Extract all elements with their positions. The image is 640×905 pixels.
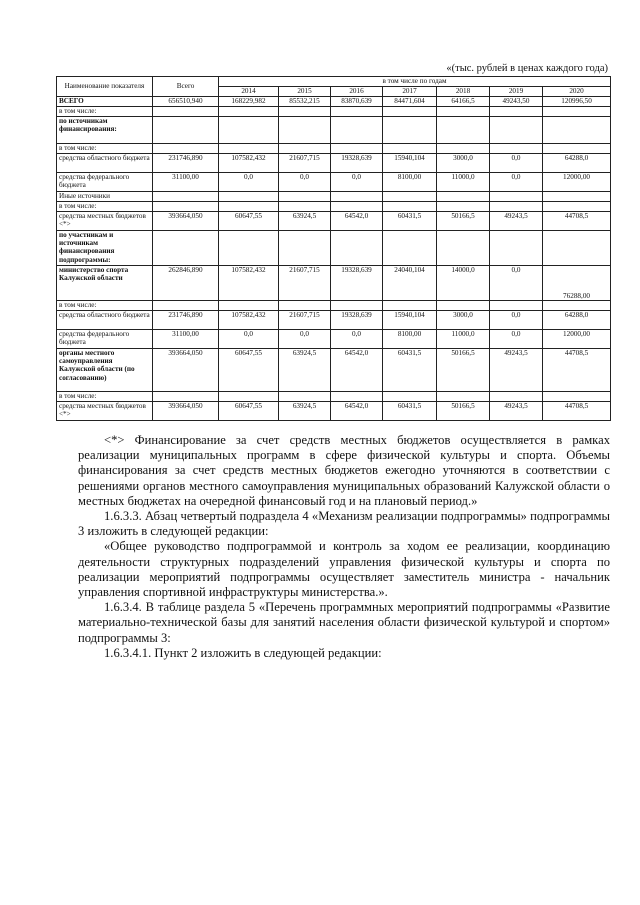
table-row (57, 173, 611, 192)
cell-year-value (331, 392, 383, 402)
cell-year-value (219, 117, 279, 144)
cell-year-value (490, 117, 543, 144)
table-row (57, 107, 611, 117)
row-label: средства федерального бюджета (57, 173, 153, 192)
cell-year-value: 120996,50 (543, 97, 611, 107)
cell-year-value: 85532,215 (279, 97, 331, 107)
cell-year-value (219, 192, 279, 202)
cell-year-value: 49243,50 (490, 97, 543, 107)
row-label: средства областного бюджета (57, 154, 153, 173)
cell-year-value (383, 392, 437, 402)
cell-year-value: 50166,5 (437, 212, 490, 231)
cell-year-value: 60431,5 (383, 402, 437, 421)
row-label: в том числе: (57, 301, 153, 311)
cell-year-value: 0,0 (490, 266, 543, 301)
cell-year-value: 11000,0 (437, 173, 490, 192)
cell-year-value: 64542,0 (331, 402, 383, 421)
table-row (57, 392, 611, 402)
cell-year-value (219, 202, 279, 212)
cell-year-value: 21607,715 (279, 266, 331, 301)
cell-year-value: 0,0 (490, 330, 543, 349)
row-label: по источникам финансирования: (57, 117, 153, 144)
cell-year-value: 60431,5 (383, 349, 437, 392)
cell-year-value: 21607,715 (279, 154, 331, 173)
cell-year-value: 12000,00 (543, 173, 611, 192)
table-row (57, 311, 611, 330)
cell-year-value: 0,0 (331, 330, 383, 349)
cell-year-value: 50166,5 (437, 349, 490, 392)
cell-year-value: 64288,0 (543, 154, 611, 173)
cell-year-value (279, 192, 331, 202)
cell-year-value (437, 392, 490, 402)
cell-year-value (543, 392, 611, 402)
cell-year-value: 60647,55 (219, 212, 279, 231)
cell-year-value (383, 231, 437, 266)
cell-year-value (279, 107, 331, 117)
quoted-paragraph: «Общее руководство подпрограммой и контроль за ходом ее реализации, координацию деятельности структурных подразделений управления физической культуры и спорта по реализации мероприятий подпрограммы осуществляет заместитель министра - начальник управления спортивной инфраструктуры министерства.». (78, 539, 610, 600)
cell-year-value: 0,0 (490, 311, 543, 330)
cell-year-value: 11000,0 (437, 330, 490, 349)
cell-year-value: 14000,0 (437, 266, 490, 301)
footnote-paragraph: <*> Финансирование за счет средств местных бюджетов осуществляется в рамках реализации муниципальных программ в сфере физической культуры и спорта. Объемы финансирования за счет средств местных бюджетов ежегодно уточняются в соответствии с решениями органов местного самоуправления муниципальных образований Калужской области о местных бюджетах на очередной финансовый год и на плановый период.» (78, 433, 610, 508)
cell-total: 31100,00 (153, 330, 219, 349)
cell-year-value: 0,0 (490, 154, 543, 173)
table-row (57, 231, 611, 266)
cell-year-value: 0,0 (331, 173, 383, 192)
cell-year-value (490, 192, 543, 202)
cell-year-value: 49243,5 (490, 212, 543, 231)
table-row (57, 212, 611, 231)
cell-year-value (383, 107, 437, 117)
header-year: 2016 (331, 87, 383, 97)
cell-year-value: 21607,715 (279, 311, 331, 330)
cell-total (153, 117, 219, 144)
cell-year-value (543, 192, 611, 202)
body-text (78, 433, 610, 661)
cell-year-value: 84471,604 (383, 97, 437, 107)
cell-total (153, 202, 219, 212)
cell-year-value: 3000,0 (437, 311, 490, 330)
cell-year-value (437, 117, 490, 144)
header-year: 2014 (219, 87, 279, 97)
cell-year-value: 0,0 (219, 330, 279, 349)
table-row (57, 154, 611, 173)
cell-year-value: 107582,432 (219, 266, 279, 301)
header-year: 2020 (543, 87, 611, 97)
cell-year-value: 64288,0 (543, 311, 611, 330)
cell-year-value (490, 231, 543, 266)
row-label: Иные источники (57, 192, 153, 202)
paragraph-1-6-3-3: 1.6.3.3. Абзац четвертый подраздела 4 «Механизм реализации подпрограммы» подпрограммы 3 изложить в следующей редакции: (78, 509, 610, 539)
cell-total: 393664,050 (153, 402, 219, 421)
header-name: Наименование показателя (57, 77, 153, 97)
cell-total: 231746,890 (153, 311, 219, 330)
row-label: министерство спорта Калужской области (57, 266, 153, 301)
cell-year-value (383, 144, 437, 154)
row-label: средства местных бюджетов <*> (57, 212, 153, 231)
row-label: средства местных бюджетов <*> (57, 402, 153, 421)
cell-year-value (219, 107, 279, 117)
cell-year-value: 49243,5 (490, 402, 543, 421)
cell-year-value (331, 202, 383, 212)
cell-year-value (279, 144, 331, 154)
row-label: органы местного самоуправления Калужской области (по согласованию) (57, 349, 153, 392)
cell-year-value: 19328,639 (331, 311, 383, 330)
cell-year-value (490, 392, 543, 402)
cell-year-value: 19328,639 (331, 266, 383, 301)
cell-total: 393664,050 (153, 212, 219, 231)
cell-year-value (383, 192, 437, 202)
cell-year-value: 12000,00 (543, 330, 611, 349)
cell-year-value: 64542,0 (331, 349, 383, 392)
cell-year-value: 107582,432 (219, 311, 279, 330)
cell-year-value (437, 107, 490, 117)
cell-year-value: 8100,00 (383, 173, 437, 192)
cell-year-value: 60431,5 (383, 212, 437, 231)
cell-total (153, 192, 219, 202)
cell-year-value (279, 392, 331, 402)
cell-year-value (543, 117, 611, 144)
cell-year-value (490, 301, 543, 311)
cell-year-value: 83870,639 (331, 97, 383, 107)
cell-year-value: 0,0 (279, 330, 331, 349)
row-label: в том числе: (57, 107, 153, 117)
cell-year-value: 63924,5 (279, 349, 331, 392)
row-label: по участникам и источникам финансирования подпрограммы: (57, 231, 153, 266)
cell-total (153, 231, 219, 266)
cell-year-value (437, 301, 490, 311)
header-year: 2019 (490, 87, 543, 97)
table-row (57, 97, 611, 107)
cell-year-value (331, 107, 383, 117)
cell-year-value (331, 117, 383, 144)
cell-year-value (437, 192, 490, 202)
cell-year-value: 44708,5 (543, 349, 611, 392)
cell-year-value: 64542,0 (331, 212, 383, 231)
cell-year-value: 64166,5 (437, 97, 490, 107)
cell-year-value: 63924,5 (279, 212, 331, 231)
cell-year-value: 50166,5 (437, 402, 490, 421)
table-row (57, 144, 611, 154)
cell-year-value: 0,0 (219, 173, 279, 192)
cell-year-value (543, 231, 611, 266)
cell-year-value (543, 107, 611, 117)
cell-year-value (490, 144, 543, 154)
cell-year-value (279, 301, 331, 311)
cell-total (153, 392, 219, 402)
cell-total: 656510,940 (153, 97, 219, 107)
cell-year-value (279, 231, 331, 266)
table-row (57, 349, 611, 392)
cell-year-value (490, 107, 543, 117)
cell-year-value (543, 144, 611, 154)
row-label: средства областного бюджета (57, 311, 153, 330)
cell-year-value (383, 301, 437, 311)
table-row (57, 330, 611, 349)
cell-year-value (437, 231, 490, 266)
cell-total (153, 144, 219, 154)
cell-year-value (279, 117, 331, 144)
cell-year-value (331, 231, 383, 266)
paragraph-1-6-3-4: 1.6.3.4. В таблице раздела 5 «Перечень программных мероприятий подпрограммы «Развитие материально-технической базы для занятий населения области физической культурой и спортом» подпрограммы 3: (78, 600, 610, 645)
cell-total (153, 301, 219, 311)
financing-table (56, 76, 611, 421)
cell-year-value (490, 202, 543, 212)
cell-year-value: 3000,0 (437, 154, 490, 173)
row-label: в том числе: (57, 392, 153, 402)
cell-year-value (331, 192, 383, 202)
cell-year-value (331, 144, 383, 154)
cell-total: 262846,890 (153, 266, 219, 301)
cell-total: 393664,050 (153, 349, 219, 392)
cell-year-value: 76288,00 (543, 266, 611, 301)
row-label: в том числе: (57, 202, 153, 212)
paragraph-1-6-3-4-1: 1.6.3.4.1. Пункт 2 изложить в следующей редакции: (104, 645, 382, 660)
cell-year-value: 0,0 (279, 173, 331, 192)
cell-year-value: 168229,982 (219, 97, 279, 107)
cell-year-value: 107582,432 (219, 154, 279, 173)
cell-total: 231746,890 (153, 154, 219, 173)
cell-total (153, 107, 219, 117)
cell-year-value: 63924,5 (279, 402, 331, 421)
cell-year-value (279, 202, 331, 212)
table-row (57, 402, 611, 421)
cell-year-value (219, 144, 279, 154)
cell-year-value (543, 202, 611, 212)
cell-year-value: 15940,104 (383, 154, 437, 173)
cell-year-value (219, 301, 279, 311)
cell-total: 31100,00 (153, 173, 219, 192)
cell-year-value: 60647,55 (219, 402, 279, 421)
cell-year-value: 8100,00 (383, 330, 437, 349)
cell-year-value (219, 392, 279, 402)
cell-year-value: 24040,104 (383, 266, 437, 301)
cell-year-value: 44708,5 (543, 402, 611, 421)
cell-year-value: 19328,639 (331, 154, 383, 173)
cell-year-value (543, 301, 611, 311)
cell-year-value: 60647,55 (219, 349, 279, 392)
table-row (57, 117, 611, 144)
units-note: «(тыс. рублей в ценах каждого года) (446, 63, 608, 74)
cell-year-value (219, 231, 279, 266)
table-row (57, 202, 611, 212)
table-row (57, 192, 611, 202)
cell-year-value (383, 202, 437, 212)
row-label: ВСЕГО (57, 97, 153, 107)
header-year: 2015 (279, 87, 331, 97)
cell-year-value (437, 202, 490, 212)
header-year: 2018 (437, 87, 490, 97)
table-row (57, 266, 611, 301)
row-label: в том числе: (57, 144, 153, 154)
cell-year-value (437, 144, 490, 154)
table-row (57, 301, 611, 311)
cell-year-value (331, 301, 383, 311)
header-year: 2017 (383, 87, 437, 97)
cell-year-value: 0,0 (490, 173, 543, 192)
cell-year-value: 44708,5 (543, 212, 611, 231)
cell-year-value: 49243,5 (490, 349, 543, 392)
cell-year-value: 15940,104 (383, 311, 437, 330)
row-label: средства федерального бюджета (57, 330, 153, 349)
header-years-group: в том числе по годам (219, 77, 611, 87)
cell-year-value (383, 117, 437, 144)
header-total: Всего (153, 77, 219, 97)
